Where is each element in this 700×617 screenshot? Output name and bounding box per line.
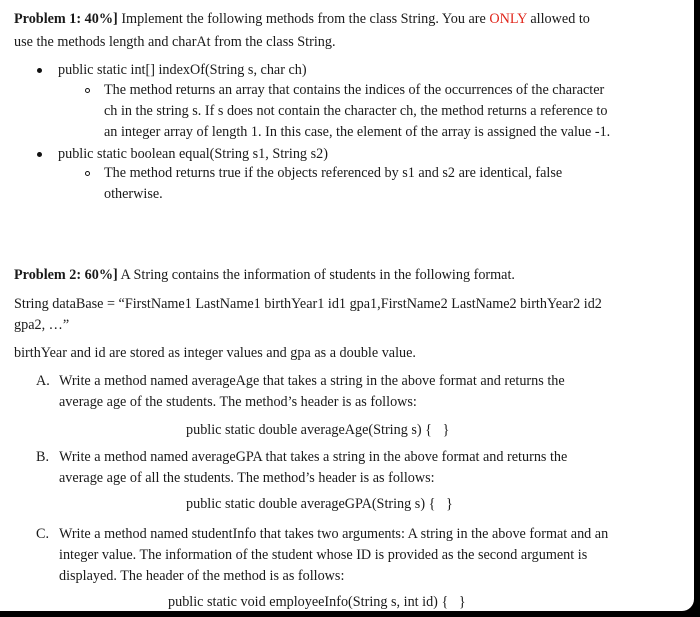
partB-line1: Write a method named averageGPA that takes a string in the above format and returns the xyxy=(59,449,568,465)
method1-signature: public static int[] indexOf(String s, char ch) xyxy=(58,62,307,78)
bullet-icon xyxy=(37,68,42,73)
partC-line3: displayed. The header of the method is as follows: xyxy=(59,568,345,584)
partA-line2: average age of the students. The method’s header is as follows: xyxy=(59,394,417,410)
database-line1: String dataBase = “FirstName1 LastName1 birthYear1 id1 gpa1,FirstName2 LastName2 birthYear2 id2 xyxy=(14,296,602,312)
problem2-intro-text: A String contains the information of students in the following format. xyxy=(117,267,515,283)
sub-bullet-icon xyxy=(85,88,90,93)
sub-bullet-icon xyxy=(85,171,90,176)
method2-desc-line2: otherwise. xyxy=(104,186,163,202)
partB-label: B. xyxy=(36,449,50,465)
problem1-intro-text: Implement the following methods from the class String. You are xyxy=(117,11,490,27)
bullet-icon xyxy=(37,152,42,157)
types-note: birthYear and id are stored as integer values and gpa as a double value. xyxy=(14,345,416,361)
problem1-intro-tail: allowed to xyxy=(526,11,590,27)
method1-desc-line3: an integer array of length 1. In this case, the element of the array is assigned the value -1. xyxy=(104,124,611,140)
partA-line1: Write a method named averageAge that takes a string in the above format and returns the xyxy=(59,373,565,389)
problem2-intro xyxy=(14,265,515,285)
problem1-intro-line1 xyxy=(14,9,590,29)
database-line2: gpa2, …” xyxy=(14,317,70,333)
problem1-intro-line2: use the methods length and charAt from the class String. xyxy=(14,34,336,50)
method2-signature: public static boolean equal(String s1, String s2) xyxy=(58,146,328,162)
method1-desc-line1: The method returns an array that contains the indices of the occurrences of the character xyxy=(104,82,605,98)
method2-desc-line1: The method returns true if the objects referenced by s1 and s2 are identical, false xyxy=(104,165,563,181)
problem2-heading: Problem 2: 60%] xyxy=(14,267,118,283)
partC-header: public static void employeeInfo(String s, int id) { } xyxy=(168,594,466,610)
problem1-heading: Problem 1: 40%] xyxy=(14,11,118,27)
method1-desc-line2: ch in the string s. If s does not contain the character ch, the method returns a reference to xyxy=(104,103,608,119)
partB-header: public static double averageGPA(String s) { } xyxy=(186,496,453,512)
partA-header: public static double averageAge(String s) { } xyxy=(186,422,450,438)
partC-label: C. xyxy=(36,526,50,542)
partA-label: A. xyxy=(36,373,50,389)
only-emphasis: ONLY xyxy=(489,11,527,27)
partB-line2: average age of all the students. The method’s header is as follows: xyxy=(59,470,435,486)
partC-line2: integer value. The information of the student whose ID is provided as the second argument is xyxy=(59,547,588,563)
partC-line1: Write a method named studentInfo that takes two arguments: A string in the above format and an xyxy=(59,526,609,542)
